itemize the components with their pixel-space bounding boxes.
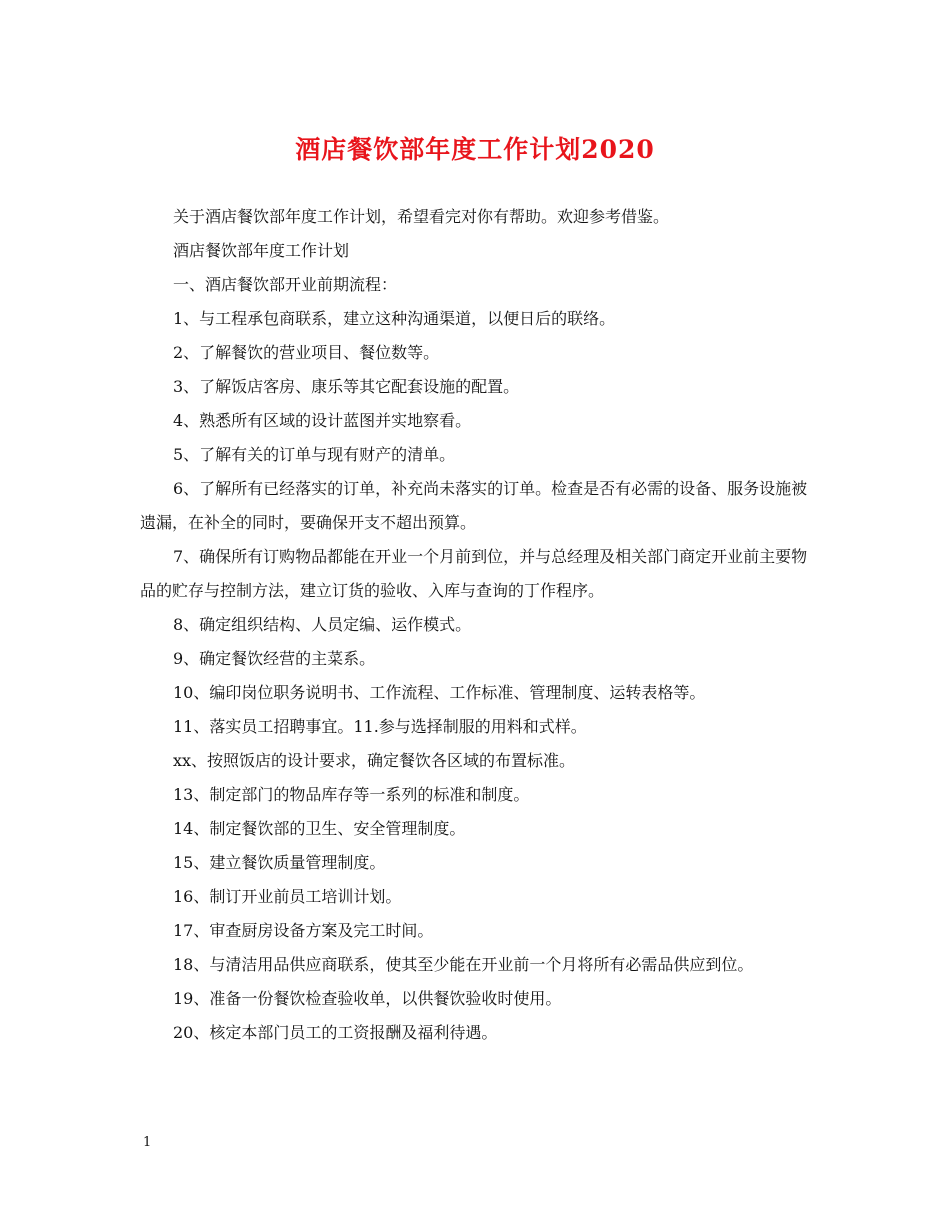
- list-item: 17、审查厨房设备方案及完工时间。: [173, 921, 434, 940]
- list-item: 20、核定本部门员工的工资报酬及福利待遇。: [173, 1023, 498, 1042]
- list-item: 9、确定餐饮经营的主菜系。: [173, 649, 376, 668]
- list-item: 16、制订开业前员工培训计划。: [173, 887, 402, 906]
- list-item: 15、建立餐饮质量管理制度。: [173, 853, 386, 872]
- document-body: [140, 200, 820, 1050]
- list-item: 2、了解餐饮的营业项目、餐位数等。: [173, 343, 440, 362]
- list-item: 19、准备一份餐饮检查验收单，以供餐饮验收时使用。: [173, 989, 562, 1008]
- list-item: xx、按照饭店的设计要求，确定餐饮各区域的布置标准。: [173, 751, 576, 770]
- list-item: 18、与清洁用品供应商联系，使其至少能在开业前一个月将所有必需品供应到位。: [173, 955, 754, 974]
- list-item: 6、了解所有已经落实的订单，补充尚未落实的订单。检查是否有必需的设备、服务设施被遗漏，在补全的同时，要确保开支不超出预算。: [140, 479, 808, 532]
- list-item: 8、确定组织结构、人员定编、运作模式。: [173, 615, 472, 634]
- list-item: 11、落实员工招聘事宜。11.参与选择制服的用料和式样。: [173, 717, 587, 736]
- list-item: 7、确保所有订购物品都能在开业一个月前到位，并与总经理及相关部门商定开业前主要物品的贮存与控制方法，建立订货的验收、入库与查询的丁作程序。: [140, 547, 808, 600]
- section-heading: 一、酒店餐饮部开业前期流程：: [173, 275, 398, 294]
- document-title: 酒店餐饮部年度工作计划2020: [295, 135, 655, 164]
- list-item: 1、与工程承包商联系，建立这种沟通渠道，以便日后的联络。: [173, 309, 616, 328]
- intro-paragraph: 关于酒店餐饮部年度工作计划，希望看完对你有帮助。欢迎参考借鉴。: [173, 207, 670, 226]
- list-item: 5、了解有关的订单与现有财产的清单。: [173, 445, 456, 464]
- list-item: 13、制定部门的物品库存等一系列的标准和制度。: [173, 785, 530, 804]
- plan-heading: 酒店餐饮部年度工作计划: [173, 241, 350, 260]
- list-item: 3、了解饭店客房、康乐等其它配套设施的配置。: [173, 377, 520, 396]
- list-item: 10、编印岗位职务说明书、工作流程、工作标准、管理制度、运转表格等。: [173, 683, 706, 702]
- page-number: 1: [143, 1135, 152, 1150]
- list-item: 4、熟悉所有区域的设计蓝图并实地察看。: [173, 411, 472, 430]
- list-item: 14、制定餐饮部的卫生、安全管理制度。: [173, 819, 466, 838]
